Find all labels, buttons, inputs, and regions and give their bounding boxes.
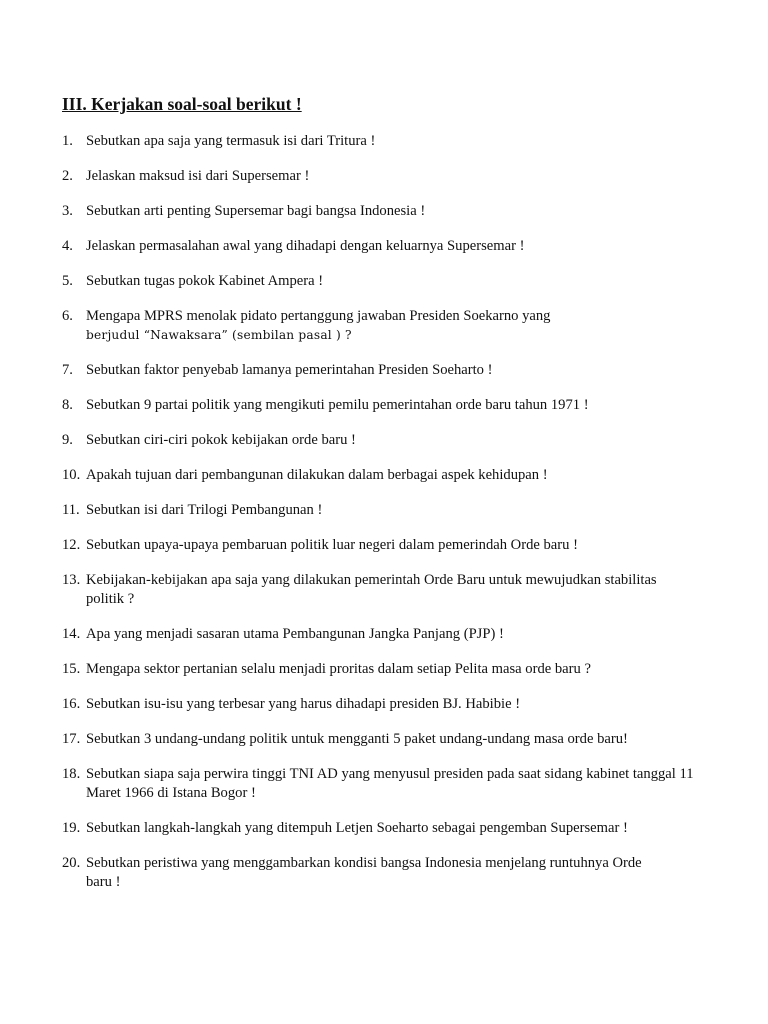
question-text: Apakah tujuan dari pembangunan dilakukan dalam berbagai aspek kehidupan ! <box>86 467 548 483</box>
question-text: Sebutkan 3 undang-undang politik untuk mengganti 5 paket undang-undang masa orde baru! <box>86 731 628 747</box>
question-item <box>62 431 722 450</box>
question-item <box>62 695 722 714</box>
question-item <box>62 272 722 291</box>
question-text: Mengapa MPRS menolak pidato pertanggung jawaban Presiden Soekarno yang <box>86 308 551 324</box>
question-item <box>62 571 722 609</box>
question-item <box>62 501 722 520</box>
question-number: 12. <box>62 537 81 553</box>
question-item <box>62 167 722 186</box>
question-text: Sebutkan isu-isu yang terbesar yang harus dihadapi presiden BJ. Habibie ! <box>86 696 521 712</box>
question-item <box>62 536 722 555</box>
question-item <box>62 730 722 749</box>
question-number: 15. <box>62 661 81 677</box>
question-number: 20. <box>62 855 81 871</box>
question-item <box>62 660 722 679</box>
question-list <box>62 132 722 908</box>
question-number: 13. <box>62 572 81 588</box>
question-text-continuation: berjudul “Nawaksara” (sembilan pasal ) ? <box>86 328 352 342</box>
section-title: III. Kerjakan soal-soal berikut ! <box>62 94 302 114</box>
question-number: 4. <box>62 238 73 254</box>
question-text: Mengapa sektor pertanian selalu menjadi proritas dalam setiap Pelita masa orde baru ? <box>86 661 591 677</box>
question-number: 6. <box>62 308 73 324</box>
question-text: Sebutkan apa saja yang termasuk isi dari Tritura ! <box>86 133 376 149</box>
question-text: Sebutkan 9 partai politik yang mengikuti pemilu pemerintahan orde baru tahun 1971 ! <box>86 397 589 413</box>
question-item <box>62 202 722 221</box>
question-item <box>62 307 722 345</box>
question-number: 2. <box>62 168 73 184</box>
question-number: 5. <box>62 273 73 289</box>
question-item <box>62 466 722 485</box>
question-number: 14. <box>62 626 81 642</box>
question-number: 1. <box>62 133 73 149</box>
question-text: Apa yang menjadi sasaran utama Pembangunan Jangka Panjang (PJP) ! <box>86 626 504 642</box>
question-text: Sebutkan langkah-langkah yang ditempuh Letjen Soeharto sebagai pengemban Supersemar ! <box>86 820 628 836</box>
question-text: Sebutkan peristiwa yang menggambarkan kondisi bangsa Indonesia menjelang runtuhnya Orde baru ! <box>86 855 642 890</box>
question-item <box>62 854 722 892</box>
question-number: 7. <box>62 362 73 378</box>
question-item <box>62 765 722 803</box>
question-text: Sebutkan siapa saja perwira tinggi TNI AD yang menyusul presiden pada saat sidang kabinet tanggal 11 Maret 1966 di Istana Bogor ! <box>86 766 694 801</box>
question-text: Jelaskan maksud isi dari Supersemar ! <box>86 168 310 184</box>
question-item <box>62 396 722 415</box>
question-text: Sebutkan faktor penyebab lamanya pemerintahan Presiden Soeharto ! <box>86 362 493 378</box>
question-number: 3. <box>62 203 73 219</box>
question-item <box>62 625 722 644</box>
question-number: 19. <box>62 820 81 836</box>
question-text: Kebijakan-kebijakan apa saja yang dilakukan pemerintah Orde Baru untuk mewujudkan stabilitas politik ? <box>86 572 657 607</box>
question-item <box>62 132 722 151</box>
question-text: Sebutkan isi dari Trilogi Pembangunan ! <box>86 502 323 518</box>
question-number: 17. <box>62 731 81 747</box>
question-item <box>62 819 722 838</box>
question-number: 18. <box>62 766 81 782</box>
question-number: 16. <box>62 696 81 712</box>
question-item <box>62 361 722 380</box>
question-number: 8. <box>62 397 73 413</box>
question-text: Sebutkan tugas pokok Kabinet Ampera ! <box>86 273 324 289</box>
question-text: Sebutkan ciri-ciri pokok kebijakan orde baru ! <box>86 432 356 448</box>
question-text: Jelaskan permasalahan awal yang dihadapi dengan keluarnya Supersemar ! <box>86 238 525 254</box>
question-number: 11. <box>62 502 80 518</box>
question-text: Sebutkan arti penting Supersemar bagi bangsa Indonesia ! <box>86 203 426 219</box>
question-number: 9. <box>62 432 73 448</box>
question-text: Sebutkan upaya-upaya pembaruan politik luar negeri dalam pemerindah Orde baru ! <box>86 537 578 553</box>
question-number: 10. <box>62 467 81 483</box>
question-item <box>62 237 722 256</box>
